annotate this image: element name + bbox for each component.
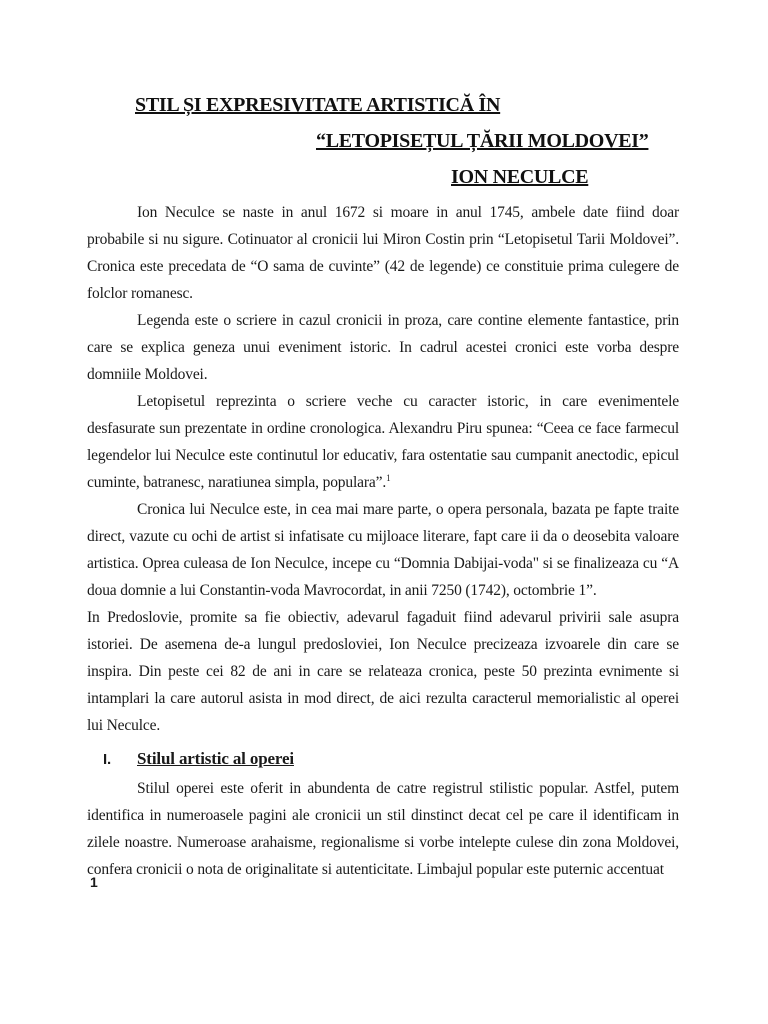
paragraph: Ion Neculce se naste in anul 1672 si moare in anul 1745, ambele date fiind doar probabile si nu sigure. Cotinuator al cronicii lui Miron Costin prin “Letopisetul Tarii Moldovei”. Cronica este precedata de “O sama de cuvinte” (42 de legende) ce constituie prima culegere de folclor romanesc. [87,204,679,302]
paragraph: Stilul operei este oferit in abundenta de catre registrul stilistic popular. Astfel, putem identifica in numeroasele pagini ale cronicii un stil dinstinct decat cel pe care il identificam in zilele noastre. Numeroase arahaisme, regionalisme si vorbe intelepte culese din zona Moldovei, confera cronicii o nota de originalitate si autenticitate. Limbajul popular este puternic accentuat [87,780,679,878]
title-line-1: STIL ȘI EXPRESIVITATE ARTISTICĂ ÎN [135,94,501,116]
footnote-marker[interactable]: 1 [386,472,391,483]
title-author: ION NECULCE [451,166,589,188]
section-number: I. [103,751,112,768]
document-body [87,199,679,883]
paragraph: In Predoslovie, promite sa fie obiectiv, adevarul fagaduit fiind adevarul privirii sale asupra istoriei. De asemena de-a lungul predosloviei, Ion Neculce precizeaza izvoarele din care se inspira. Din peste cei 82 de ani in care se relateaza cronica, peste 50 prezinta evnimente si intamplari la care autorul asista in mod direct, de aici rezulta caracterul memorialistic al operei lui Neculce. [87,609,679,734]
page-footnote-number: 1 [90,874,98,890]
paragraph: Legenda este o scriere in cazul cronicii in proza, care contine elemente fantastice, prin care se explica geneza unui eveniment istoric. In cadrul acestei cronici este vorba despre domniile Moldovei. [87,312,679,383]
section-title: Stilul artistic al operei [137,749,294,768]
paragraph-with-citation [87,388,679,496]
section-heading [87,745,679,773]
paragraph: Cronica lui Neculce este, in cea mai mare parte, o opera personala, bazata pe fapte traite direct, vazute cu ochi de artist si infatisate cu mijloace literare, fapt care ii da o deosebita valoare artistica. Oprea culeasa de Ion Neculce, incepe cu “Domnia Dabijai-voda" si se finalizeaza cu “A doua domnie a lui Constantin-voda Mavrocordat, in anii 7250 (1742), octombrie 1”. [87,501,679,599]
paragraph-text: Letopisetul reprezinta o scriere veche cu caracter istoric, in care evenimentele desfasurate sun prezentate in ordine cronologica. Alexandru Piru spunea: “Ceea ce face farmecul legendelor lui Neculce este continutul lor educativ, fara ostentatie sau cumpanit anectodic, epicul cuminte, batranesc, naratiunea simpla, populara”. [87,393,679,491]
title-line-2: “LETOPISEȚUL ȚĂRII MOLDOVEI” [316,130,649,152]
